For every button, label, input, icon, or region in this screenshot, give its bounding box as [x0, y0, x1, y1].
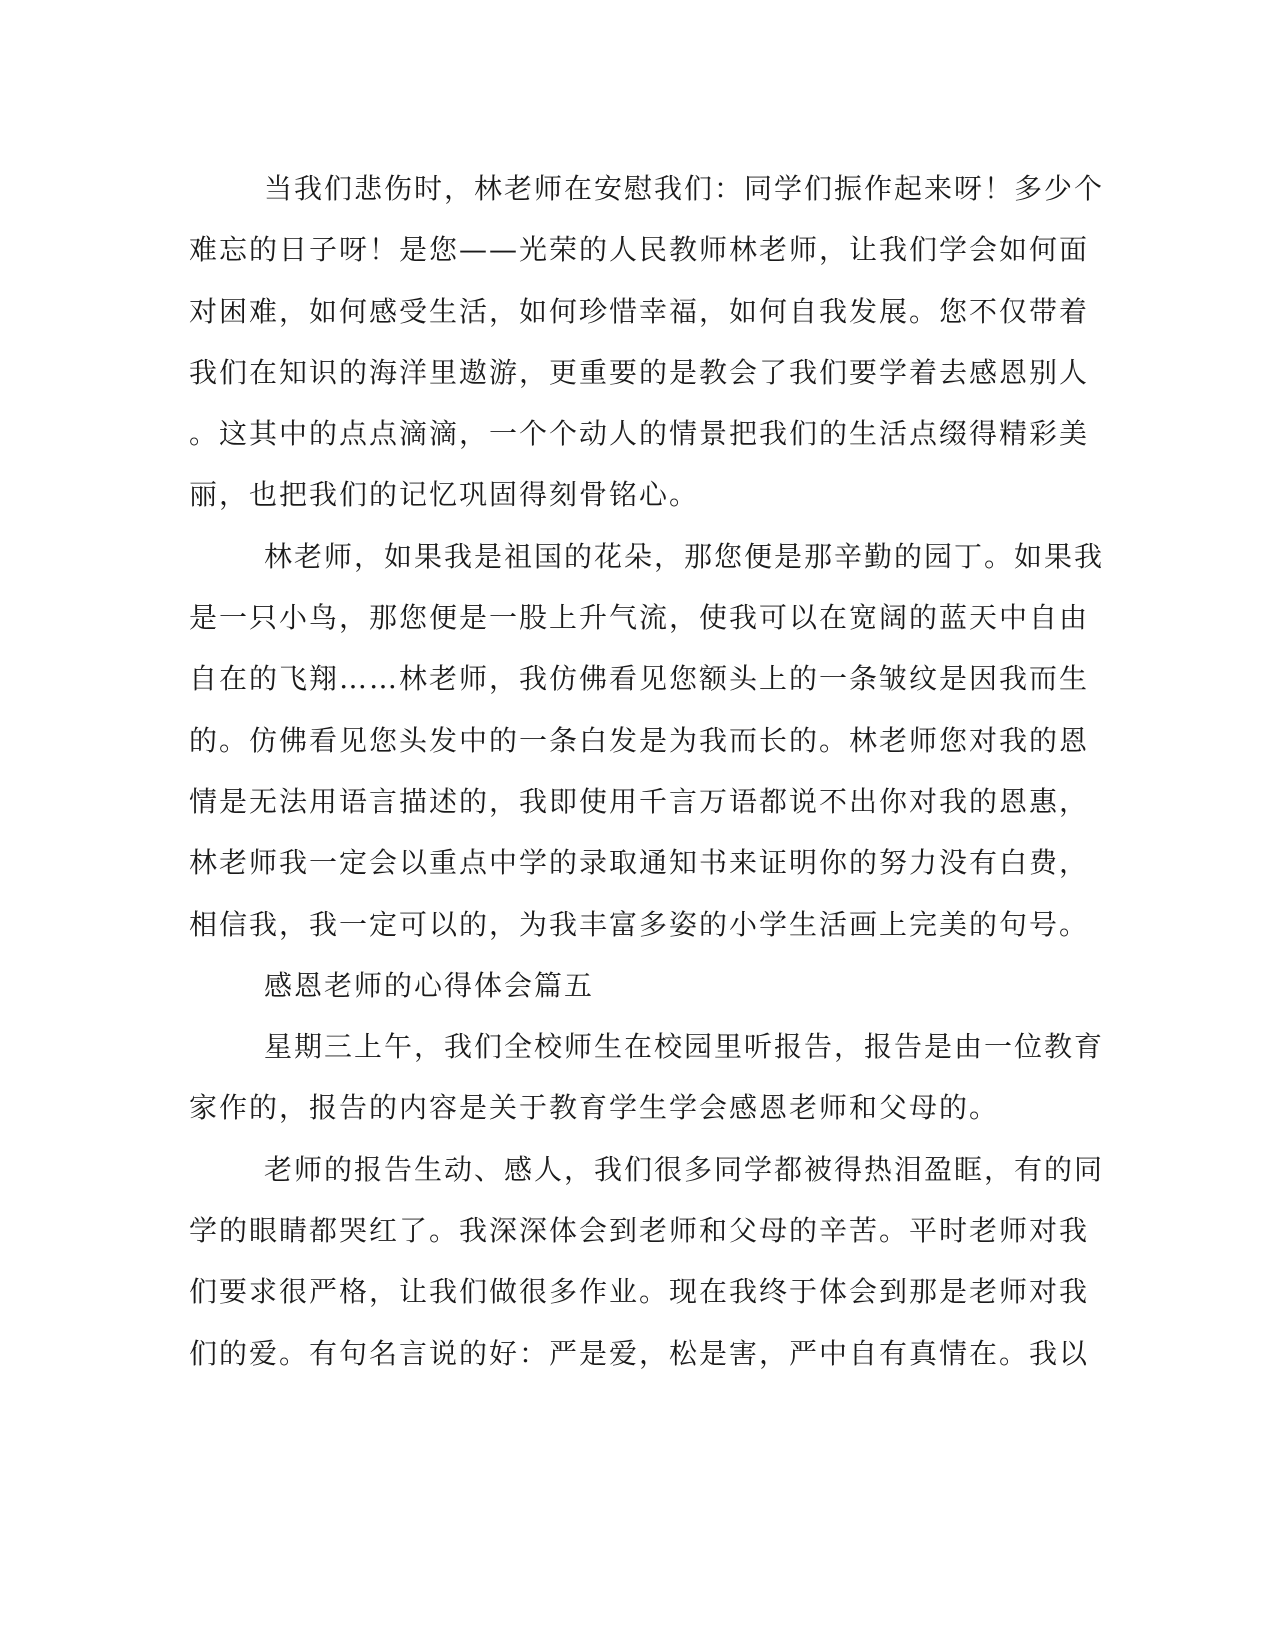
text-line: 的。仿佛看见您头发中的一条白发是为我而长的。林老师您对我的恩 — [189, 723, 1090, 757]
text-line: 是一只小鸟，那您便是一股上升气流，使我可以在宽阔的蓝天中自由 — [189, 601, 1090, 635]
text-line: 难忘的日子呀！是您——光荣的人民教师林老师，让我们学会如何面 — [189, 233, 1090, 267]
text-line: 林老师，如果我是祖国的花朵，那您便是那辛勤的园丁。如果我 — [264, 539, 1105, 573]
text-line: 自在的飞翔……林老师，我仿佛看见您额头上的一条皱纹是因我而生 — [189, 662, 1090, 696]
text-line: 感恩老师的心得体会篇五 — [264, 968, 595, 1002]
text-line: 当我们悲伤时，林老师在安慰我们：同学们振作起来呀！多少个 — [264, 172, 1105, 205]
text-line: 林老师我一定会以重点中学的录取通知书来证明你的努力没有白费， — [189, 846, 1090, 880]
text-line: 家作的，报告的内容是关于教育学生学会感恩老师和父母的。 — [189, 1091, 1000, 1125]
text-line: 我们在知识的海洋里遨游，更重要的是教会了我们要学着去感恩别人 — [189, 355, 1090, 389]
text-line: 对困难，如何感受生活，如何珍惜幸福，如何自我发展。您不仅带着 — [189, 294, 1090, 328]
body-text — [189, 158, 1105, 1384]
text-line: 们的爱。有句名言说的好：严是爱，松是害，严中自有真情在。我以 — [189, 1336, 1090, 1370]
text-line: 相信我，我一定可以的，为我丰富多姿的小学生活画上完美的句号。 — [189, 907, 1090, 941]
text-line: 丽，也把我们的记忆巩固得刻骨铭心。 — [189, 478, 700, 512]
text-line: 星期三上午，我们全校师生在校园里听报告，报告是由一位教育 — [264, 1030, 1105, 1064]
text-line: 。这其中的点点滴滴，一个个动人的情景把我们的生活点缀得精彩美 — [189, 417, 1090, 451]
text-line: 学的眼睛都哭红了。我深深体会到老师和父母的辛苦。平时老师对我 — [189, 1214, 1090, 1248]
text-line: 老师的报告生动、感人，我们很多同学都被得热泪盈眶，有的同 — [264, 1152, 1105, 1186]
text-line: 们要求很严格，让我们做很多作业。现在我终于体会到那是老师对我 — [189, 1275, 1090, 1309]
text-line: 情是无法用语言描述的，我即使用千言万语都说不出你对我的恩惠， — [189, 784, 1090, 818]
